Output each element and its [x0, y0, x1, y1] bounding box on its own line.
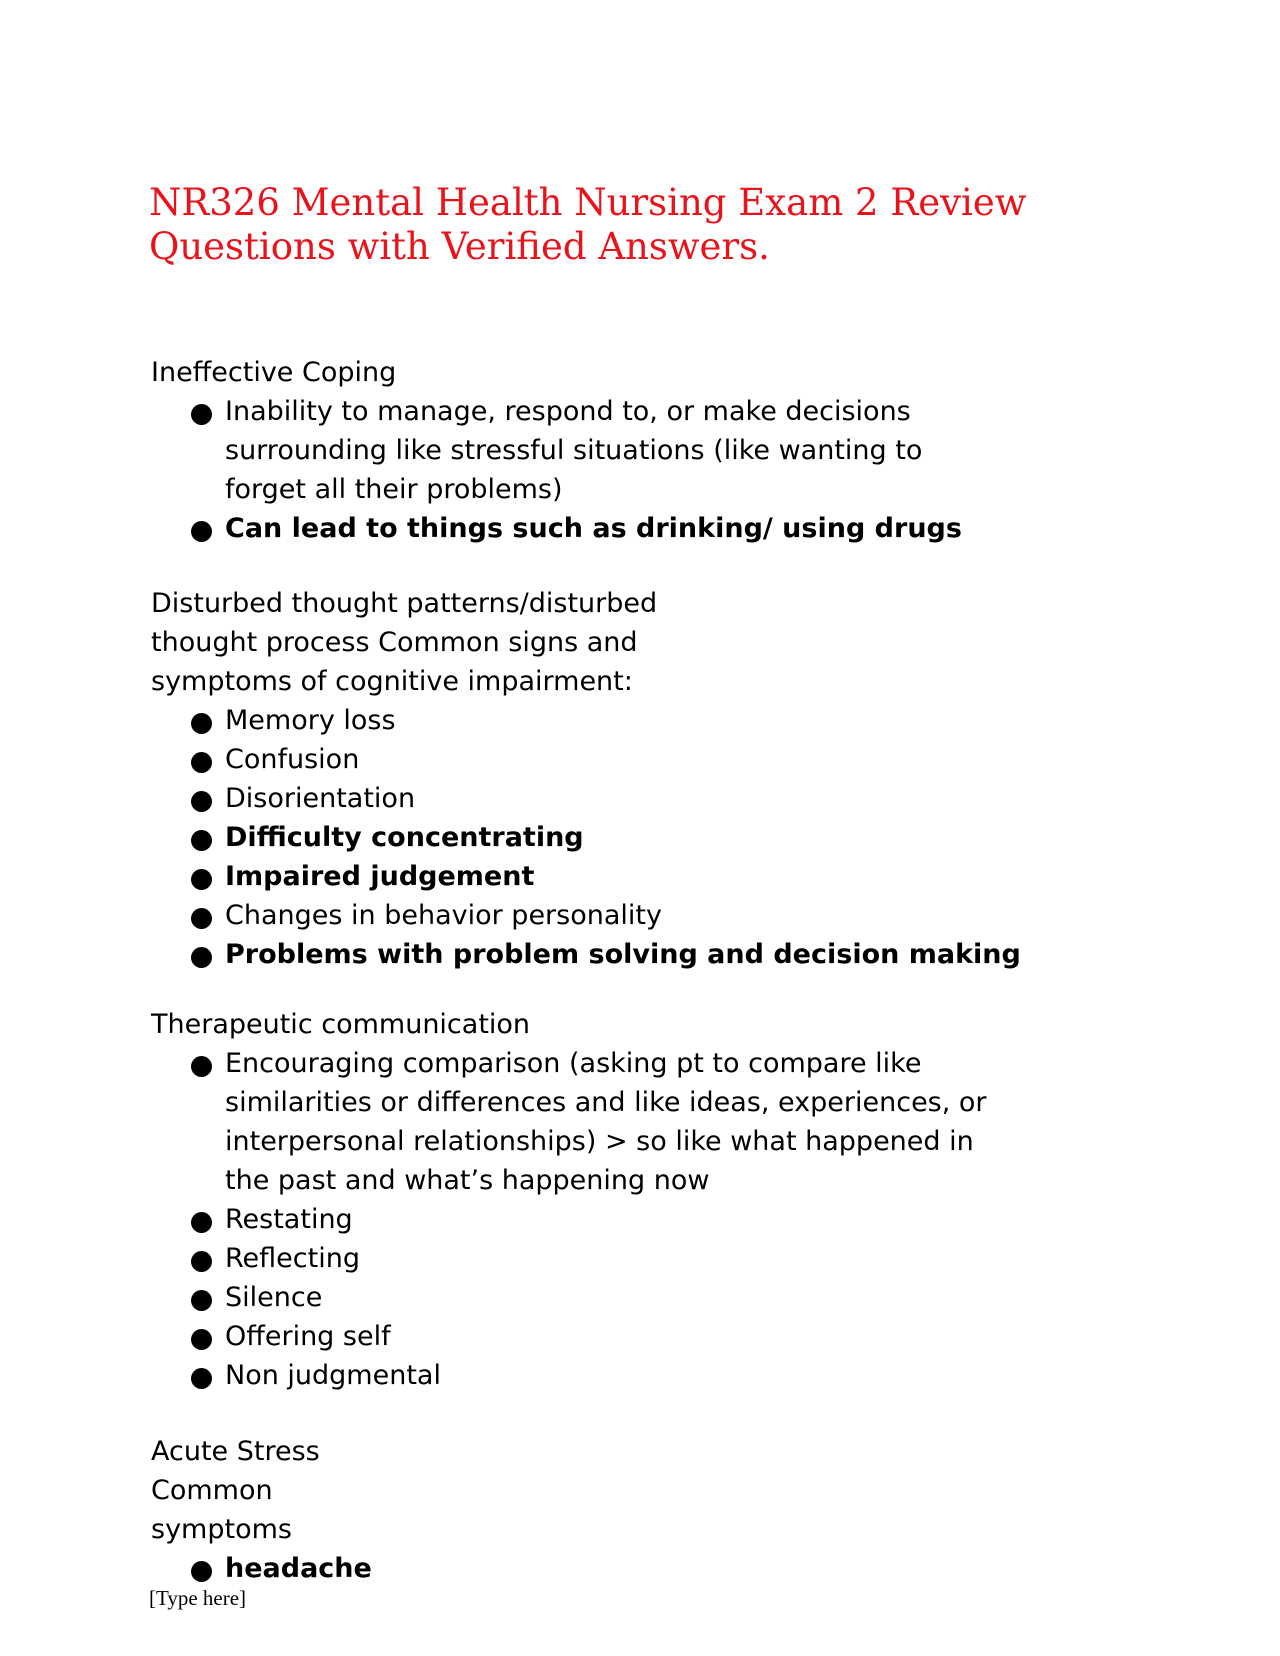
page-footer: [Type here]: [149, 1586, 247, 1610]
list-item-text: headache: [225, 1553, 372, 1584]
list-item-text: Offering self: [225, 1321, 391, 1352]
section-therapeutic-communication: [151, 1005, 1151, 1395]
list-item-text: Changes in behavior personality: [225, 900, 662, 931]
heading-line: Acute Stress: [151, 1436, 320, 1467]
list-item-text: Disorientation: [225, 783, 416, 814]
bullet-dot-icon: [191, 713, 212, 734]
section-acute-stress: [151, 1432, 1151, 1588]
list-item: [151, 701, 1151, 740]
bullet-dot-icon: [191, 1212, 212, 1233]
text-line: surrounding like stressful situations (like wanting to: [225, 435, 923, 466]
list-item: [151, 1278, 1151, 1317]
list-item-text: Problems with problem solving and decision making: [225, 939, 1021, 970]
list-item-text: Silence: [225, 1282, 323, 1313]
bullet-list: [151, 701, 1151, 974]
heading-line: Ineffective Coping: [151, 357, 397, 388]
heading-line: Disturbed thought patterns/disturbed: [151, 588, 658, 619]
section-heading: [151, 584, 1151, 701]
bullet-list: [151, 1044, 1151, 1395]
list-item: [151, 1239, 1151, 1278]
bullet-list: [151, 392, 1151, 548]
list-item: [151, 1317, 1151, 1356]
list-item: [151, 896, 1151, 935]
document-title: [149, 181, 1149, 269]
heading-line: symptoms: [151, 1514, 292, 1545]
list-item: [151, 392, 1151, 509]
bullet-dot-icon: [191, 947, 212, 968]
text-line: Can lead to things such as drinking/ using drugs: [225, 513, 962, 544]
text-line: forget all their problems): [225, 474, 563, 505]
list-item-text: Confusion: [225, 744, 360, 775]
list-item: [151, 779, 1151, 818]
list-item: [151, 857, 1151, 896]
list-item-text: Non judgmental: [225, 1360, 441, 1391]
list-item: [151, 818, 1151, 857]
bullet-dot-icon: [191, 830, 212, 851]
title-line: Questions with Verified Answers.: [149, 225, 770, 268]
list-item: [151, 1356, 1151, 1395]
list-item: [151, 935, 1151, 974]
bullet-dot-icon: [191, 869, 212, 890]
text-line: Encouraging comparison (asking pt to compare like: [225, 1048, 922, 1079]
list-item-text: Memory loss: [225, 705, 396, 736]
section-heading: [151, 1432, 1151, 1549]
list-item-text: Impaired judgement: [225, 861, 535, 892]
list-item-text: Restating: [225, 1204, 353, 1235]
bullet-dot-icon: [191, 1329, 212, 1350]
bullet-list: [151, 1549, 1151, 1588]
list-item: [151, 509, 1151, 548]
section-ineffective-coping: [151, 353, 1151, 548]
list-item-text: [225, 509, 1151, 548]
title-line: NR326 Mental Health Nursing Exam 2 Review: [149, 181, 1027, 224]
heading-line: thought process Common signs and: [151, 627, 638, 658]
list-item-text: Reflecting: [225, 1243, 360, 1274]
list-item: [151, 740, 1151, 779]
list-item: [151, 1044, 1151, 1200]
bullet-dot-icon: [191, 521, 212, 542]
list-item: [151, 1549, 1151, 1588]
text-line: interpersonal relationships) > so like what happened in: [225, 1126, 974, 1157]
heading-line: Common: [151, 1475, 273, 1506]
section-heading: [151, 353, 1151, 392]
bullet-dot-icon: [191, 752, 212, 773]
heading-line: symptoms of cognitive impairment:: [151, 666, 633, 697]
bullet-dot-icon: [191, 1561, 212, 1582]
text-line: Inability to manage, respond to, or make decisions: [225, 396, 911, 427]
text-line: similarities or differences and like ideas, experiences, or: [225, 1087, 987, 1118]
bullet-dot-icon: [191, 1368, 212, 1389]
bullet-dot-icon: [191, 1251, 212, 1272]
bullet-dot-icon: [191, 1290, 212, 1311]
bullet-dot-icon: [191, 791, 212, 812]
bullet-dot-icon: [191, 404, 212, 425]
list-item: [151, 1200, 1151, 1239]
text-line: the past and what’s happening now: [225, 1165, 710, 1196]
list-item-text: [225, 392, 1151, 509]
section-heading: [151, 1005, 1151, 1044]
heading-line: Therapeutic communication: [151, 1009, 531, 1040]
bullet-dot-icon: [191, 1056, 212, 1077]
bullet-dot-icon: [191, 908, 212, 929]
section-disturbed-thought: [151, 584, 1151, 974]
list-item-text: [225, 1044, 1151, 1200]
list-item-text: Difficulty concentrating: [225, 822, 584, 853]
